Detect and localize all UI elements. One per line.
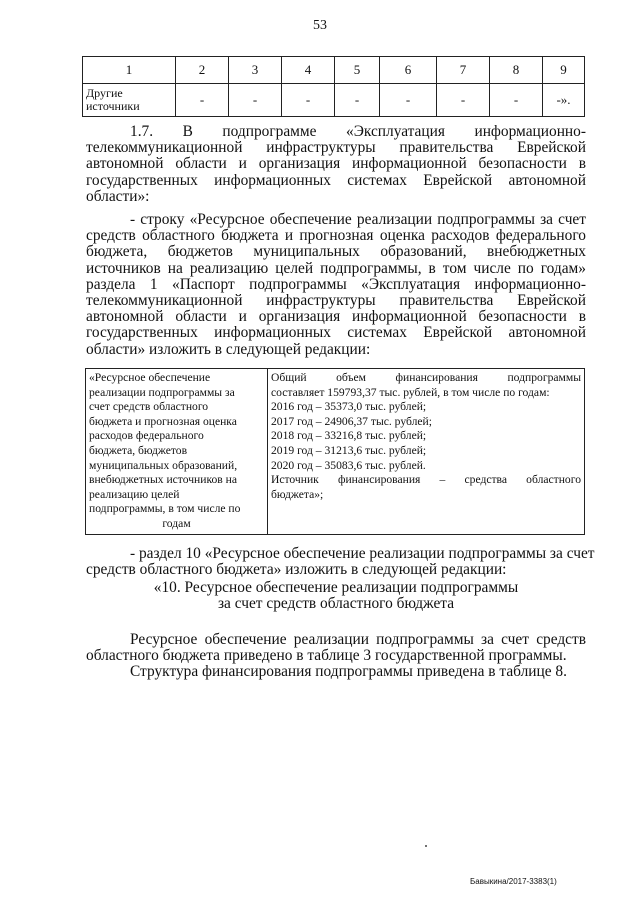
cell-line: годам — [162, 516, 191, 530]
cell-line: 2018 год – 33216,8 тыс. рублей; — [271, 429, 427, 443]
cell-line: счет средств областного — [89, 400, 209, 414]
paragraph-1-7 — [86, 124, 586, 205]
header-cell: 7 — [437, 57, 490, 84]
funding-table-fragment — [82, 56, 585, 117]
text-line: источников на реализацию целей подпрограммы, в том числе по годам» — [86, 259, 586, 277]
table-cell: -». — [543, 84, 585, 117]
table-cell: - — [437, 84, 490, 117]
table-row — [83, 84, 585, 117]
table-cell: - — [229, 84, 282, 117]
cell-line: Источник финансирования – средства областного — [271, 473, 581, 487]
text-line: средств областного бюджета и прогнозная оценка расходов федерального — [86, 227, 586, 245]
cell-line: реализацию целей — [89, 487, 180, 501]
text-line: Структура финансирования подпрограммы приведена в таблице 8. — [130, 663, 567, 681]
text-line: автономной области и организация информационной безопасности в — [86, 155, 586, 173]
cell-line: 2019 год – 31213,6 тыс. рублей; — [271, 443, 427, 457]
text-line: - строку «Ресурсное обеспечение реализации подпрограммы за счет — [130, 211, 586, 228]
footer-code: Бавыкина/2017-3383(1) — [470, 877, 557, 886]
table-cell: - — [282, 84, 335, 117]
resource-label-cell — [86, 369, 268, 535]
table-cell: - — [176, 84, 229, 117]
scan-speck — [425, 845, 427, 847]
table-cell: - — [490, 84, 543, 117]
header-cell: 4 — [282, 57, 335, 84]
cell-line: подпрограммы, в том числе по — [89, 502, 241, 516]
resource-table — [85, 368, 585, 535]
text-line: области» изложить в следующей редакции: — [86, 340, 371, 358]
title-line: «10. Ресурсное обеспечение реализации подпрограммы — [153, 579, 519, 596]
cell-line: реализации подпрограммы за — [89, 385, 235, 399]
source-label-cell — [83, 84, 176, 117]
cell-line: бюджета»; — [271, 487, 324, 501]
table-header-row — [83, 57, 585, 84]
cell-line: муниципальных образований, — [89, 458, 238, 472]
text-line: государственных информационных системах Еврейской автономной — [86, 324, 586, 342]
text-line: Ресурсное обеспечение реализации подпрограммы за счет средств — [130, 631, 586, 648]
cell-line: Общий объем финансирования подпрограммы — [271, 371, 581, 384]
text-line: телекоммуникационной инфраструктуры правительства Еврейской — [86, 139, 586, 157]
table-cell: - — [335, 84, 380, 117]
cell-line: «Ресурсное обеспечение — [89, 371, 211, 384]
header-cell: 1 — [83, 57, 176, 84]
source-label-line: Другие — [86, 86, 123, 100]
text-line: телекоммуникационной инфраструктуры правительства Еврейской — [86, 292, 586, 310]
page-number: 53 — [313, 18, 327, 33]
text-line: 1.7. В подпрограмме «Эксплуатация информационно- — [130, 123, 586, 140]
text-line: государственных информационных системах Еврейской автономной — [86, 171, 586, 189]
paragraph-section-10 — [86, 545, 595, 579]
section-10-title — [86, 580, 586, 612]
source-label-line: источники — [86, 99, 140, 113]
header-cell: 6 — [380, 57, 437, 84]
header-cell: 8 — [490, 57, 543, 84]
cell-line: внебюджетных источников на — [89, 473, 238, 487]
header-cell: 2 — [176, 57, 229, 84]
text-line: раздела 1 «Паспорт подпрограммы «Эксплуатация информационно- — [86, 275, 586, 293]
cell-line: бюджета и прогнозная оценка — [89, 414, 237, 428]
text-line: средств областного бюджета» изложить в следующей редакции: — [86, 561, 507, 579]
cell-line: расходов федерального — [89, 429, 204, 443]
table-row — [86, 369, 585, 535]
title-line: за счет средств областного бюджета — [217, 595, 455, 613]
cell-line: 2016 год – 35373,0 тыс. рублей; — [271, 400, 427, 414]
cell-line: составляет 159793,37 тыс. рублей, в том числе по годам: — [271, 385, 550, 399]
text-line: бюджета, бюджетов муниципальных образований, внебюджетных — [86, 243, 586, 261]
header-cell: 9 — [543, 57, 585, 84]
text-line: автономной области и организация информационной безопасности в — [86, 308, 586, 326]
resource-value-cell — [268, 369, 585, 535]
paragraph-line-change — [86, 212, 586, 358]
text-line: области»: — [86, 187, 150, 205]
text-line: - раздел 10 «Ресурсное обеспечение реализации подпрограммы за счет — [130, 545, 595, 562]
paragraph-resource — [86, 632, 586, 681]
cell-line: 2020 год – 35083,6 тыс. рублей. — [271, 458, 426, 472]
cell-line: 2017 год – 24906,37 тыс. рублей; — [271, 414, 432, 428]
text-line: областного бюджета приведено в таблице 3 государственной программы. — [86, 647, 567, 665]
header-cell: 5 — [335, 57, 380, 84]
table-cell: - — [380, 84, 437, 117]
header-cell: 3 — [229, 57, 282, 84]
cell-line: бюджета, бюджетов — [89, 443, 188, 457]
